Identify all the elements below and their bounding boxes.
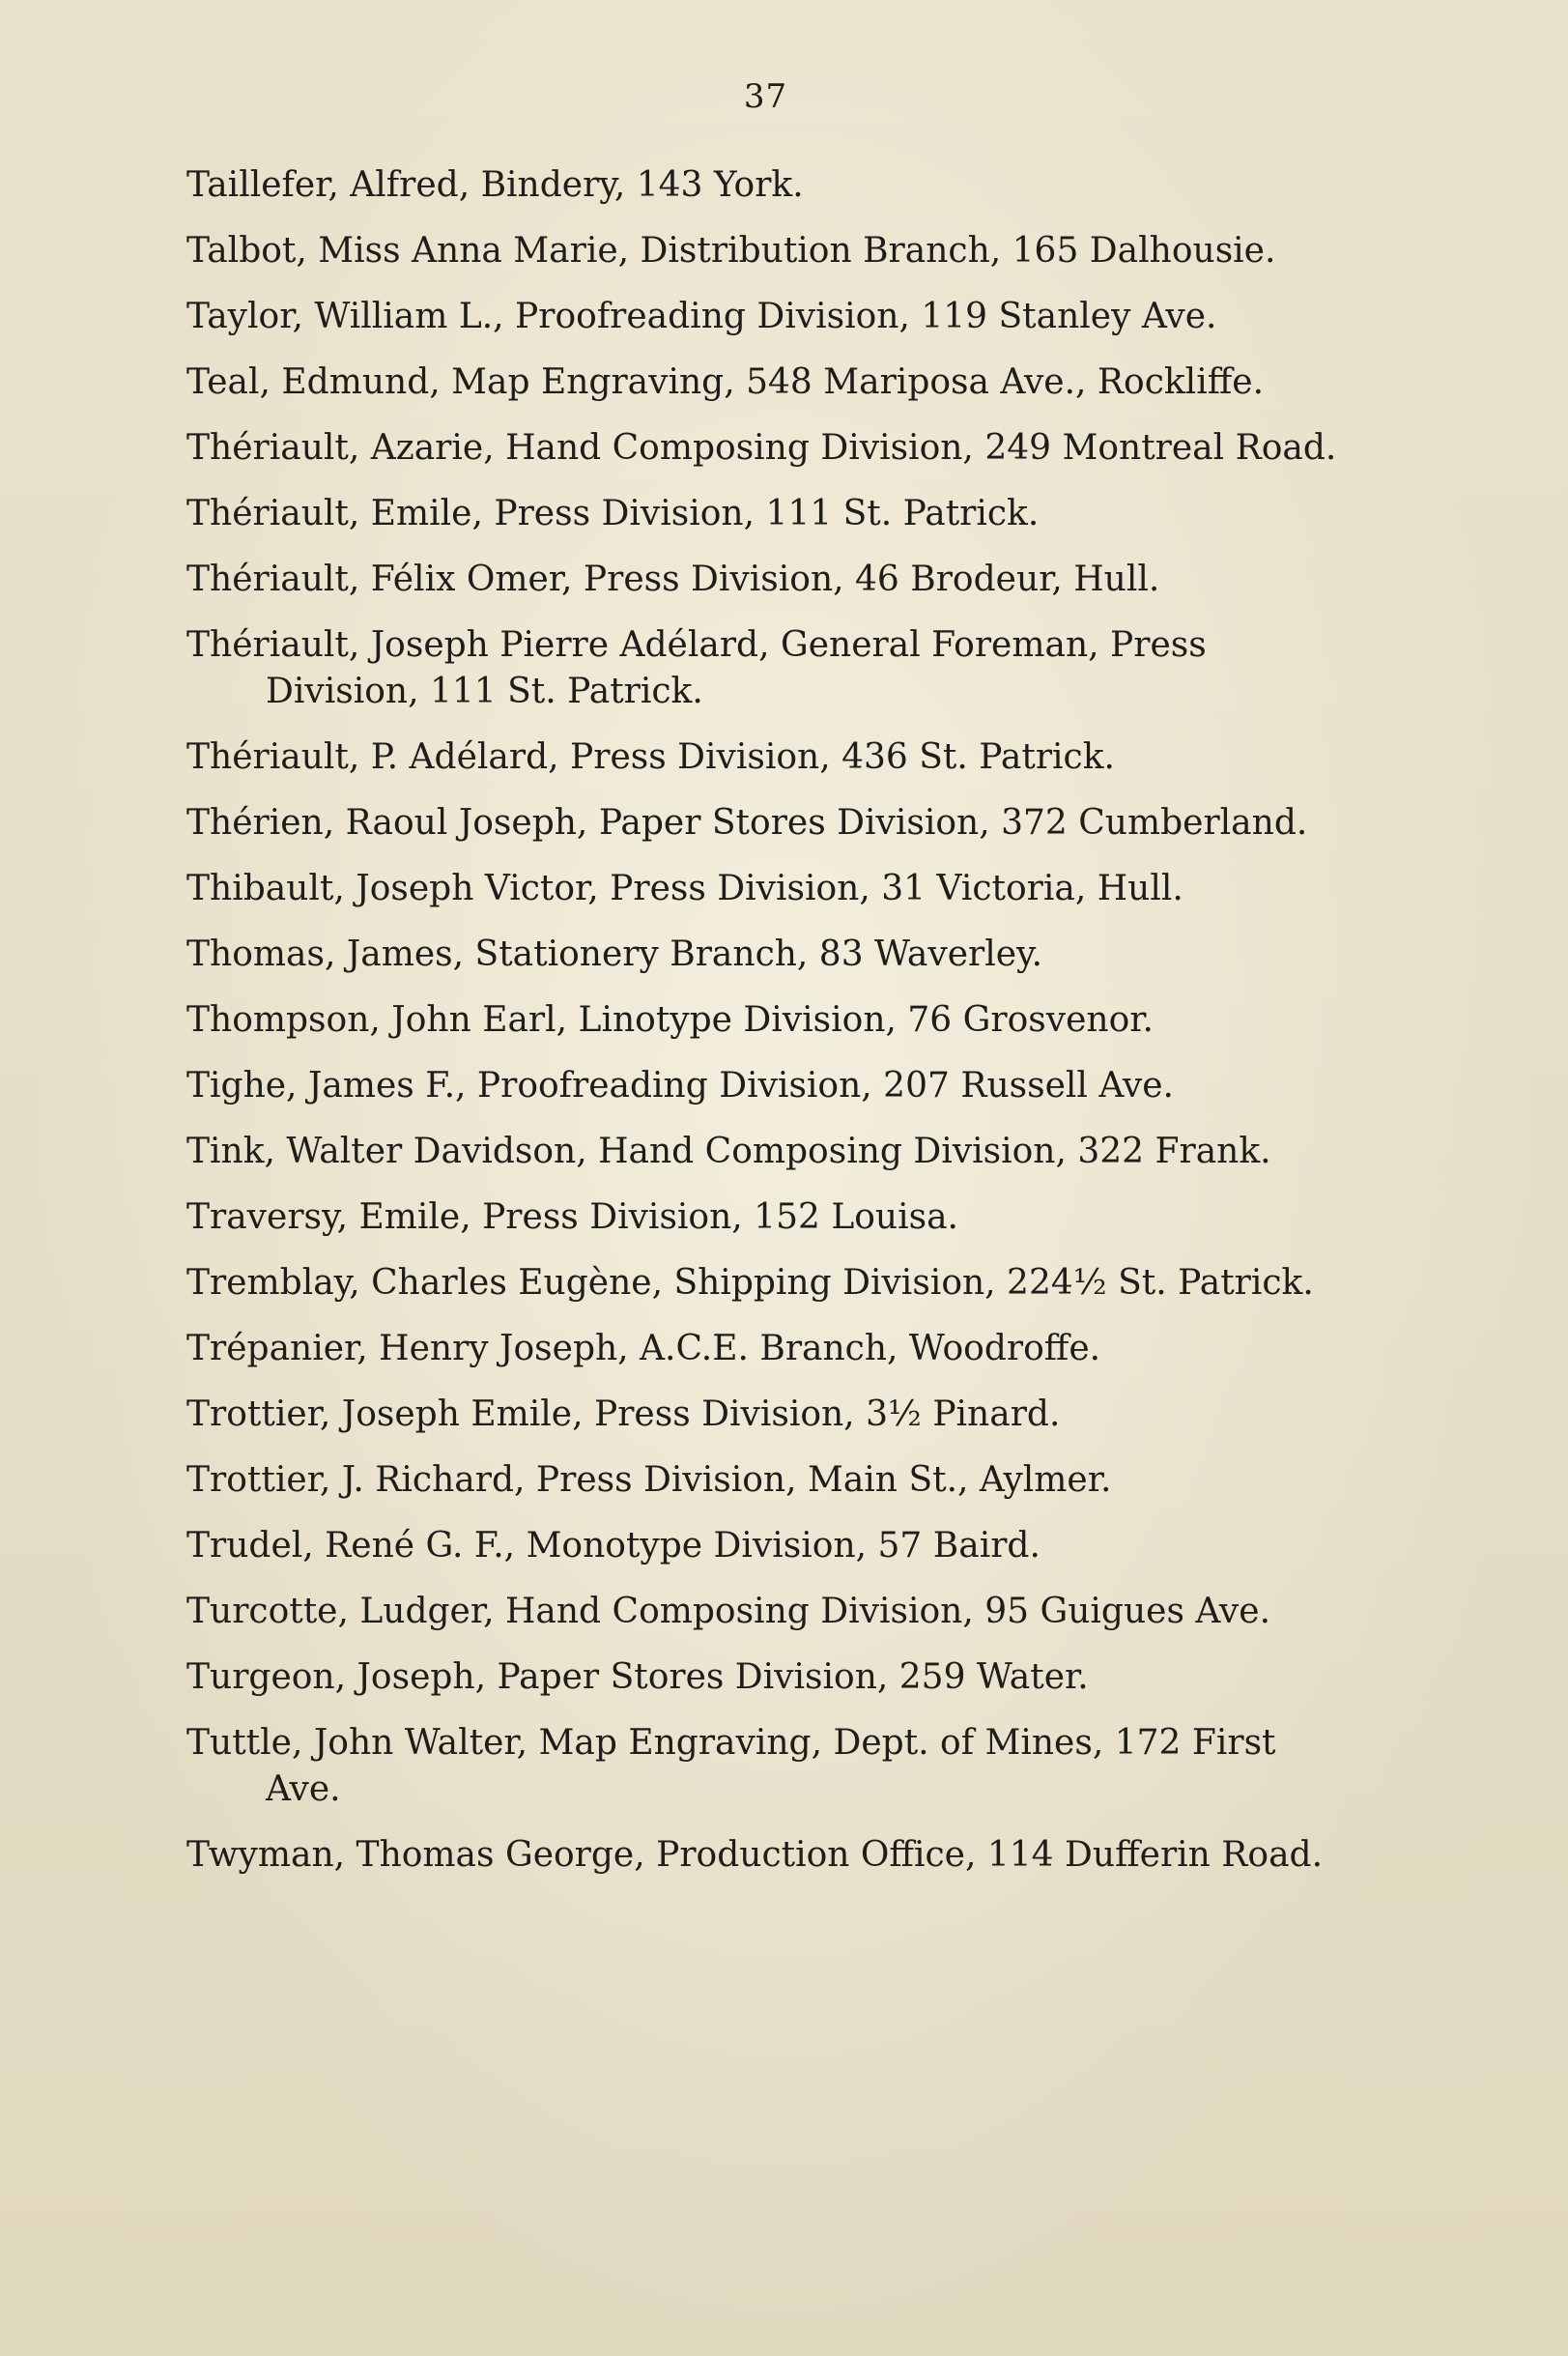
directory-entry: Trottier, J. Richard, Press Division, Main St., Aylmer.	[186, 1460, 1112, 1500]
directory-entry: Thomas, James, Stationery Branch, 83 Waverley.	[186, 934, 1043, 974]
directory-entry: Thériault, Azarie, Hand Composing Division, 249 Montreal Road.	[186, 428, 1337, 468]
directory-entry: Taylor, William L., Proofreading Division, 119 Stanley Ave.	[186, 297, 1217, 336]
directory-entry: Taillefer, Alfred, Bindery, 143 York.	[186, 165, 804, 205]
directory-entry: Trottier, Joseph Emile, Press Division, 3½ Pinard.	[186, 1394, 1061, 1434]
directory-entry: Twyman, Thomas George, Production Office, 114 Dufferin Road.	[186, 1835, 1324, 1875]
directory-entry: Tuttle, John Walter, Map Engraving, Dept. of Mines, 172 First Ave.	[186, 1723, 1276, 1809]
directory-entry: Turcotte, Ludger, Hand Composing Division, 95 Guigues Ave.	[186, 1592, 1271, 1631]
directory-entry: Trépanier, Henry Joseph, A.C.E. Branch, Woodroffe.	[186, 1329, 1101, 1368]
directory-entry: Thériault, Emile, Press Division, 111 St. Patrick.	[186, 494, 1040, 533]
directory-entry: Thompson, John Earl, Linotype Division, 76 Grosvenor.	[186, 1000, 1154, 1040]
directory-entry: Traversy, Emile, Press Division, 152 Louisa.	[186, 1197, 958, 1237]
directory-entry: Teal, Edmund, Map Engraving, 548 Mariposa Ave., Rockliffe.	[186, 362, 1265, 402]
directory-entry: Thibault, Joseph Victor, Press Division, 31 Victoria, Hull.	[186, 869, 1183, 908]
directory-entry: Trudel, René G. F., Monotype Division, 57 Baird.	[186, 1526, 1041, 1566]
directory-list	[186, 162, 1360, 1898]
directory-entry: Tink, Walter Davidson, Hand Composing Division, 322 Frank.	[186, 1132, 1271, 1171]
directory-entry: Tighe, James F., Proofreading Division, 207 Russell Ave.	[186, 1066, 1174, 1106]
directory-entry: Turgeon, Joseph, Paper Stores Division, 259 Water.	[186, 1657, 1089, 1697]
directory-entry: Thériault, Joseph Pierre Adélard, General Foreman, Press Division, 111 St. Patrick.	[186, 625, 1207, 711]
page-number: 37	[743, 77, 788, 116]
directory-entry: Talbot, Miss Anna Marie, Distribution Branch, 165 Dalhousie.	[186, 231, 1276, 271]
directory-entry: Thériault, Félix Omer, Press Division, 46 Brodeur, Hull.	[186, 560, 1160, 599]
directory-entry: Thérien, Raoul Joseph, Paper Stores Division, 372 Cumberland.	[186, 803, 1308, 843]
directory-entry: Tremblay, Charles Eugène, Shipping Division, 224½ St. Patrick.	[186, 1263, 1314, 1303]
directory-entry: Thériault, P. Adélard, Press Division, 436 St. Patrick.	[186, 737, 1115, 777]
